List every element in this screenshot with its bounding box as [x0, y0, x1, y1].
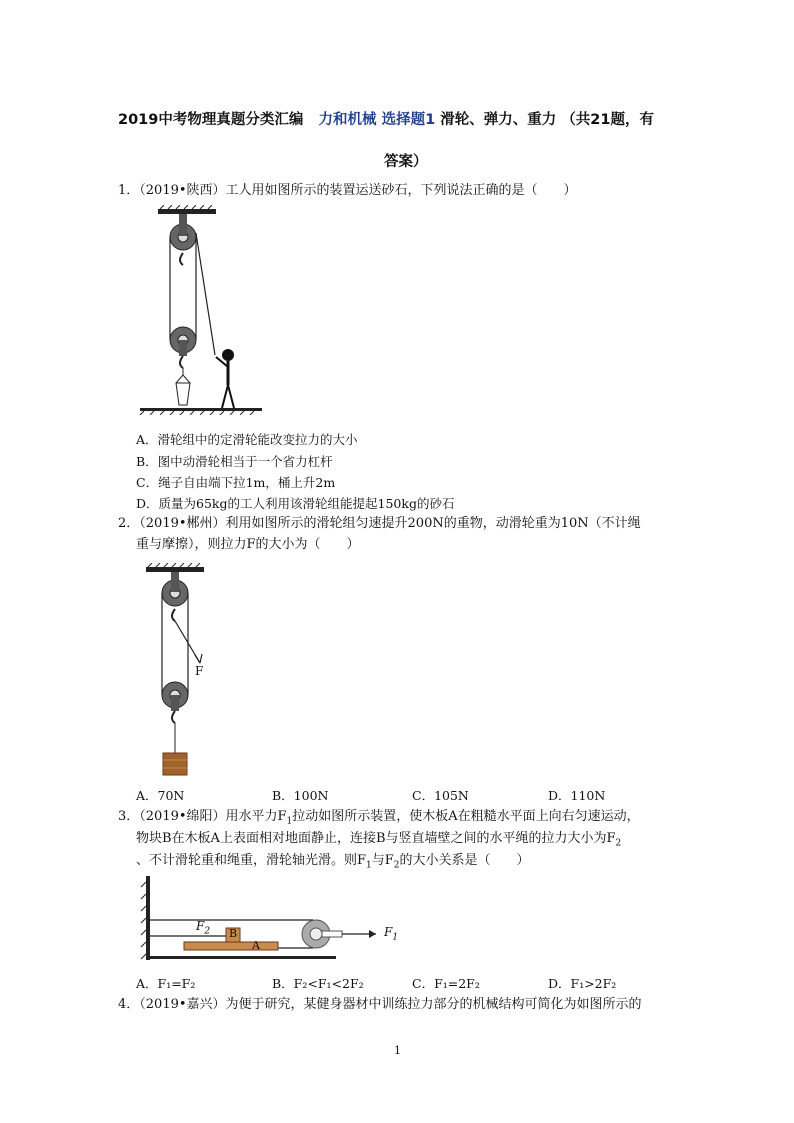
q1-option-c: C．绳子自由端下拉1m，桶上升2m	[136, 475, 336, 490]
q1-option-d: D．质量为65kg的工人利用该滑轮组能提起150kg的砂石	[136, 496, 455, 511]
page-title: 2019中考物理真题分类汇编 力和机械 选择题1 滑轮、弹力、重力 （共21题，有	[118, 112, 654, 128]
q3-option-d: D．F₁>2F₂	[548, 976, 617, 991]
q1-option-b: B．图中动滑轮相当于一个省力杠杆	[136, 454, 333, 469]
question-2-stem-line2: 重与摩擦），则拉力F的大小为（ ）	[136, 537, 360, 552]
page-number: 1	[394, 1044, 401, 1057]
question-3-stem-line3: 、不计滑轮重和绳重，滑轮轴光滑。则$F_1$与$F_2$的大小关系是（ ）	[136, 853, 530, 871]
question-2-stem-line1: 2．（2019•郴州）利用如图所示的滑轮组匀速提升200N的重物，动滑轮重为10N（不计绳	[118, 516, 641, 531]
q3-option-a: A．F₁=F₂	[136, 976, 196, 991]
q3-option-c: C．F₁=2F₂	[412, 976, 480, 991]
question-3-stem-line2: 物块B在木板A上表面相对地面静止，连接B与竖直墙壁之间的水平绳的拉力大小为$F_2$	[136, 831, 622, 849]
q1-option-a: A．滑轮组中的定滑轮能改变拉力的大小	[136, 432, 358, 447]
q2-figure-label-F: F	[195, 664, 204, 678]
page-title-line2: 答案）	[384, 154, 428, 170]
q3-figure-label-B: B	[229, 927, 238, 940]
q2-option-d: D．110N	[548, 788, 606, 803]
figure-q1-pulley-system	[136, 205, 266, 415]
question-4-stem: 4．（2019•嘉兴）为便于研究，某健身器材中训练拉力部分的机械结构可简化为如图所示的	[118, 997, 642, 1012]
figure-q3-board-pulley	[138, 876, 398, 966]
figure-q2-pulley-system	[140, 563, 220, 781]
question-1-stem: 1．（2019•陕西）工人用如图所示的装置运送砂石，下列说法正确的是（ ）	[118, 183, 577, 198]
q2-option-b: B．100N	[272, 788, 329, 803]
q3-figure-label-F1: $F_1$	[384, 925, 399, 943]
q2-option-c: C．105N	[412, 788, 469, 803]
question-3-stem-line1: 3．（2019•绵阳）用水平力$F_1$拉动如图所示装置，使木板A在粗糙水平面上向右匀速运动，	[118, 809, 640, 827]
q2-option-a: A．70N	[136, 788, 185, 803]
q3-figure-label-F2: $F_2$	[196, 919, 211, 937]
q3-option-b: B．F₂<F₁<2F₂	[272, 976, 364, 991]
q3-figure-label-A: A	[252, 939, 260, 952]
